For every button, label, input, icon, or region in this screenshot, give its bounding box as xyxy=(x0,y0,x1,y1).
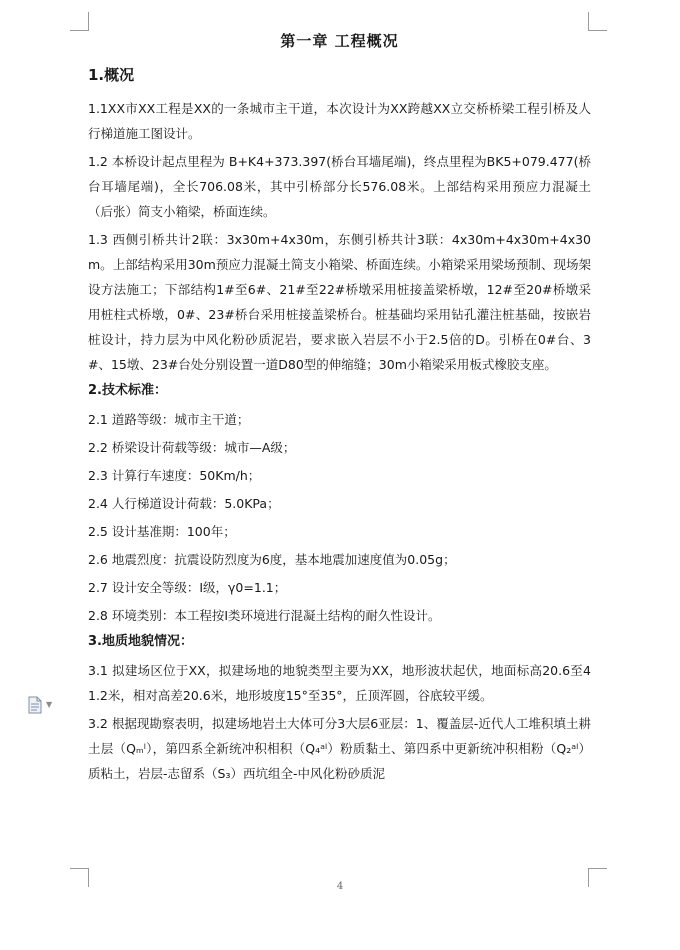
page-number: 4 xyxy=(336,881,344,892)
list-item: 2.7 设计安全等级：Ⅰ级，γ0=1.1； xyxy=(88,580,287,595)
section-heading-geology: 3.地质地貌情况： xyxy=(88,634,193,649)
paragraph-1-2: 1.2 本桥设计起点里程为 B+K4+373.397(桥台耳墙尾端)，终点里程为BK5+079.477(桥台耳墙尾端)，全长706.08米，其中引桥部分长576.08米。上部结构采用预应力混凝土（后张）简支小箱梁，桥面连续。 xyxy=(88,154,591,219)
crop-mark-top-left xyxy=(70,12,89,31)
paragraph-1-1: 1.1XX市XX工程是XX的一条城市主干道，本次设计为XX跨越XX立交桥桥梁工程引桥及人行梯道施工图设计。 xyxy=(88,101,591,141)
paragraph-3-1: 3.1 拟建场区位于XX，拟建场地的地貌类型主要为XX，地形波状起伏，地面标高20.6至41.2米，相对高差20.6米，地形坡度15°至35°，丘顶浑圆，谷底较平缓。 xyxy=(88,663,591,703)
section-heading-tech-standards: 2.技术标准： xyxy=(88,383,167,398)
list-item: 2.5 设计基准期：100年； xyxy=(88,524,236,539)
list-item: 2.8 环境类别：本工程按Ⅰ类环境进行混凝土结构的耐久性设计。 xyxy=(88,608,441,623)
section-heading-overview: 1.概况 xyxy=(88,66,135,84)
list-item: 2.6 地震烈度：抗震设防烈度为6度，基本地震加速度值为0.05g； xyxy=(88,552,456,567)
paragraph-3-2: 3.2 根据现勘察表明，拟建场地岩土大体可分3大层6亚层：1、覆盖层-近代人工堆积填土耕土层（Qₘˡ），第四系全新统冲积相积（Q₄ᵃˡ）粉质黏土、第四系中更新统冲积相粉（Q₂ᵃˡ）质粘土，岩层-志留系（S₃）西坑组全-中风化粉砂质泥 xyxy=(88,716,591,781)
list-item: 2.2 桥梁设计荷载等级：城市—A级； xyxy=(88,440,296,455)
list-item: 2.3 计算行车速度：50Km/h； xyxy=(88,468,261,483)
chapter-title: 第一章 工程概况 xyxy=(280,32,399,50)
paragraph-1-3: 1.3 西侧引桥共计2联：3x30m+4x30m，东侧引桥共计3联：4x30m+4x30m+4x30m。上部结构采用30m预应力混凝土简支小箱梁、桥面连续。小箱梁采用梁场预制、现场架设方法施工；下部结构1#至6#、21#至22#桥墩采用桩接盖梁桥墩，12#至20#桥墩采用桩柱式桥墩，0#、23#桥台采用桩接盖梁桥台。桩基础均采用钻孔灌注桩基础，按嵌岩桩设计，持力层为中风化粉砂质泥岩，要求嵌入岩层不小于2.5倍的D。引桥在0#台、3#、15墩、23#台处分别设置一道D80型的伸缩缝；30m小箱梁采用板式橡胶支座。 xyxy=(88,232,591,372)
chevron-down-icon[interactable]: ▼ xyxy=(46,700,53,709)
list-item: 2.4 人行梯道设计荷载：5.0KPa； xyxy=(88,496,280,511)
document-icon[interactable] xyxy=(27,696,43,714)
list-item: 2.1 道路等级：城市主干道； xyxy=(88,412,250,427)
page-content xyxy=(88,28,591,789)
